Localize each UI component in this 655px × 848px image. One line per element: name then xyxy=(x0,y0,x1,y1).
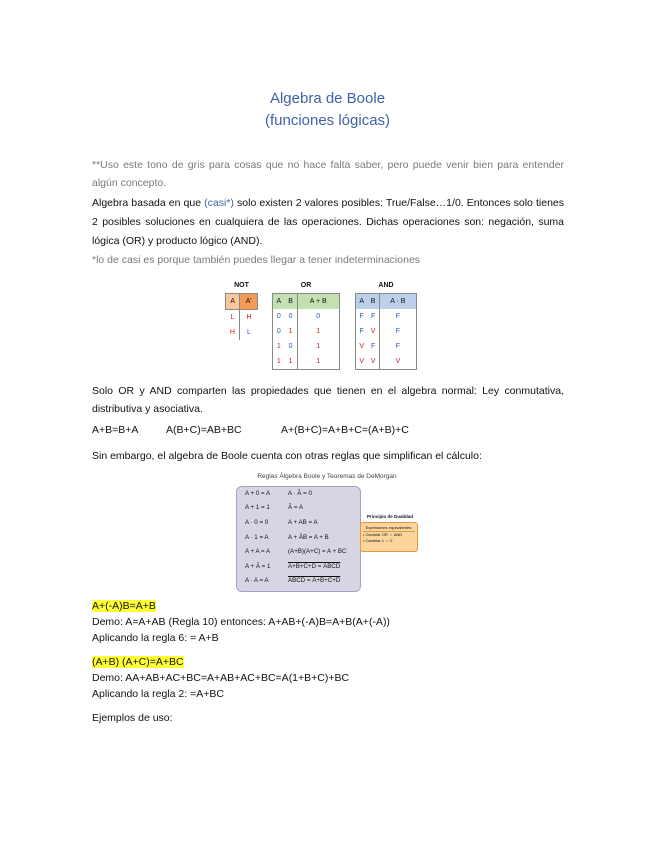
and-caption: AND xyxy=(378,282,394,289)
sin-embargo-text: Sin embargo, el algebra de Boole cuenta con otras reglas que simplifican el cálculo: xyxy=(92,450,482,462)
page-subtitle: (funciones lógicas) xyxy=(264,112,391,129)
and-cell: F xyxy=(370,313,376,320)
not-header-a: A xyxy=(226,294,240,310)
rule-right: A+B+C+D = ĀB̄C̄D̄ xyxy=(288,563,341,570)
ejemplos-heading: Ejemplos de uso: xyxy=(92,712,173,724)
not-cell: L xyxy=(246,329,251,336)
rule-left: A + 0 = A xyxy=(245,490,271,497)
rule-left: A · 1 = A xyxy=(245,534,269,541)
and-cell: V xyxy=(370,358,376,365)
not-cell: H xyxy=(246,314,252,321)
intro-text-before: Algebra basada en que xyxy=(92,197,205,209)
and-cell: V xyxy=(370,328,376,335)
and-cell: F xyxy=(359,313,364,320)
or-cell: 0 xyxy=(297,309,340,324)
property-conmutativa: A+B=B+A xyxy=(92,424,139,436)
shared-properties: Solo OR y AND comparten las propiedades que tienen en el algebra normal: Ley conmutativa, distributiva y asociativa. xyxy=(92,385,564,415)
rule-left: A · 0 = 0 xyxy=(245,519,269,526)
and-cell: F xyxy=(379,309,416,324)
example2-apply: Aplicando la regla 2: =A+BC xyxy=(92,688,224,700)
or-cell: 1 xyxy=(288,358,293,365)
rule-right: Ā = A xyxy=(288,504,303,511)
and-cell: F xyxy=(359,328,364,335)
example1-demo: Demo: A=A+AB (Regla 10) entonces: A+AB+(-A)B=A+B(A+(-A)) xyxy=(92,616,390,628)
dual-rule: • Cambiar OR ⇔ AND xyxy=(363,532,403,537)
example2-heading xyxy=(92,656,184,668)
and-header-product: A · B xyxy=(379,294,416,310)
example1-heading-text: A+(-A)B=A+B xyxy=(92,600,156,612)
or-cell: 1 xyxy=(276,358,281,365)
or-table xyxy=(272,293,340,370)
and-cell: F xyxy=(370,343,376,350)
example1-heading xyxy=(92,600,156,612)
example2-heading-text: (A+B) (A+C)=A+BC xyxy=(92,656,184,668)
or-caption: OR xyxy=(300,282,312,289)
duality-box xyxy=(360,522,418,552)
rule-left: A + 1 = 1 xyxy=(245,504,270,511)
casi-note: *lo de casi es porque también puedes llegar a tener indeterminaciones xyxy=(92,254,421,266)
rule-right: A + ĀB = A + B xyxy=(288,534,329,541)
rule-left: A + Ā = 1 xyxy=(245,563,271,570)
rules-box xyxy=(236,486,361,592)
or-cell: 0 xyxy=(276,328,281,335)
and-table xyxy=(355,293,417,370)
or-header-a: A xyxy=(276,298,282,305)
and-header-b: B xyxy=(370,298,376,305)
not-cell: H xyxy=(226,325,240,340)
gray-note: **Uso este tono de gris para cosas que no hace falta saber, pero puede venir bien para entender algún concepto. xyxy=(92,159,564,189)
or-cell: 0 xyxy=(276,313,281,320)
not-caption: NOT xyxy=(234,282,249,289)
and-cell: F xyxy=(379,339,416,354)
or-header-sum: A + B xyxy=(297,294,340,310)
dual-rule: • Cambiar 1 ⇔ 0 xyxy=(363,538,393,543)
intro-paragraph xyxy=(92,194,564,251)
intro-text-after: solo existen 2 valores posibles: True/False…1/0. Entonces solo tienes 2 posibles soluciones en cualquiera de las operaciones. Dichas operaciones son: negación, suma lógica (OR) y producto lógico (AND). xyxy=(92,197,565,247)
page-title: Algebra de Boole xyxy=(269,90,386,107)
rule-left: A + A = A xyxy=(245,548,271,555)
and-cell: V xyxy=(359,358,365,365)
casi-highlight: (casi*) xyxy=(204,197,234,209)
or-cell: 0 xyxy=(288,343,293,350)
or-cell: 1 xyxy=(288,328,293,335)
rule-left: A · A = A xyxy=(245,577,269,584)
not-header-a-neg: A' xyxy=(240,294,258,310)
property-distributiva: A(B+C)=AB+BC xyxy=(166,424,242,436)
rule-right: ABCD = Ā+B̄+C̄+D̄ xyxy=(288,577,341,584)
rule-right: A · Ā = 0 xyxy=(288,490,312,497)
example1-apply: Aplicando la regla 6: = A+B xyxy=(92,632,219,644)
or-header-b: B xyxy=(288,298,293,305)
dual-title: Principio de Dualidad xyxy=(366,514,413,519)
and-cell: F xyxy=(379,324,416,339)
property-asociativa: A+(B+C)=A+B+C=(A+B)+C xyxy=(281,424,409,436)
and-header-a: A xyxy=(359,298,365,305)
or-cell: 1 xyxy=(297,354,340,370)
rule-right: (A+B)(A+C) = A + BC xyxy=(288,548,347,555)
rule-right: A + AB = A xyxy=(288,519,318,526)
not-table xyxy=(225,293,258,340)
or-cell: 0 xyxy=(288,313,293,320)
and-cell: V xyxy=(379,354,416,370)
example2-demo: Demo: AA+AB+AC+BC=A+AB+AC+BC=A(1+B+C)+BC xyxy=(92,672,350,684)
or-cell: 1 xyxy=(297,324,340,339)
dual-sub: Expresiones equivalentes: xyxy=(363,525,415,532)
and-cell: V xyxy=(359,343,365,350)
not-cell: L xyxy=(226,310,240,326)
or-cell: 1 xyxy=(276,343,281,350)
rules-title: Reglas Álgebra Boole y Teoremas de DeMorgan xyxy=(257,473,397,480)
or-cell: 1 xyxy=(297,339,340,354)
